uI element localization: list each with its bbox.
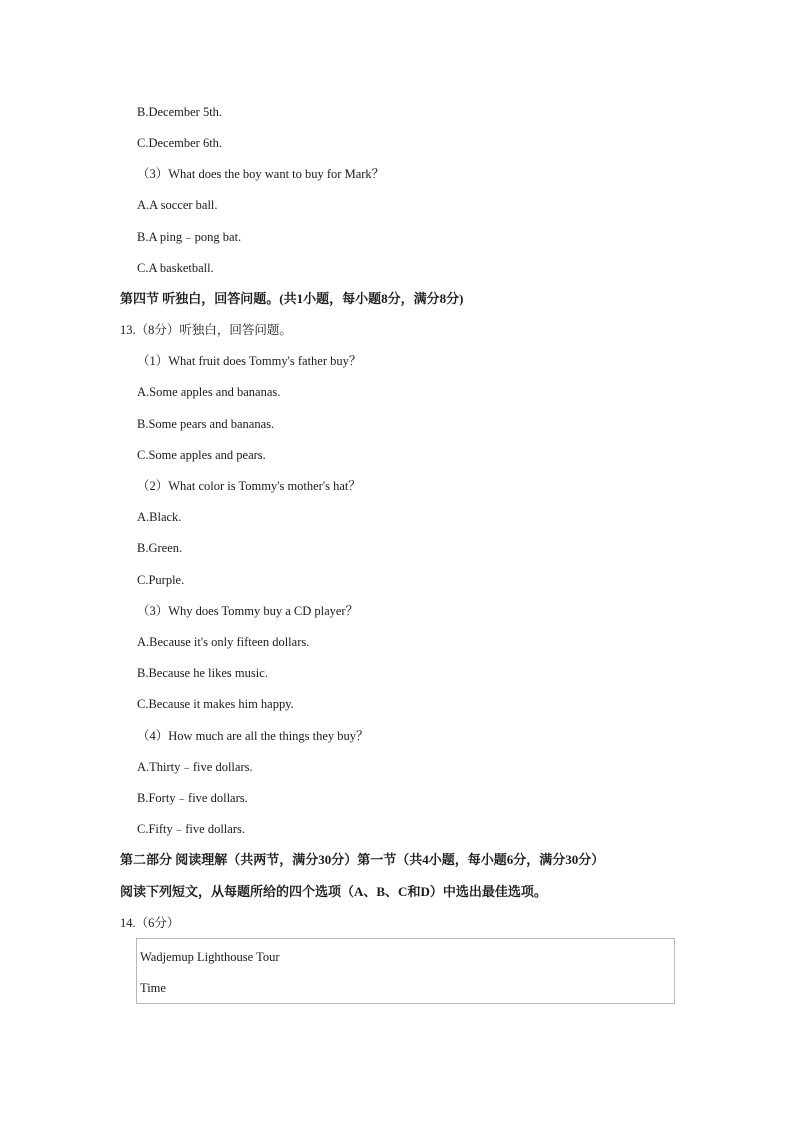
q13-4-option-c: C.Fifty﹣five dollars. bbox=[137, 822, 245, 836]
q13-2-prompt: （2）What color is Tommy's mother's hat？ bbox=[137, 479, 361, 493]
question-14-heading: 14.（6分） bbox=[120, 916, 180, 930]
table-row-time: Time bbox=[140, 981, 166, 995]
table-title: Wadjemup Lighthouse Tour bbox=[140, 950, 280, 964]
section-four-heading: 第四节 听独白，回答问题。(共1小题，每小题8分，满分8分) bbox=[120, 291, 464, 306]
q13-1-prompt: （1）What fruit does Tommy's father buy？ bbox=[137, 354, 362, 368]
q13-1-option-b: B.Some pears and bananas. bbox=[137, 417, 275, 431]
q13-3-option-b: B.Because he likes music. bbox=[137, 666, 268, 680]
q13-4-option-a: A.Thirty﹣five dollars. bbox=[137, 760, 253, 774]
option-c-q3: C.A basketball. bbox=[137, 261, 214, 275]
option-b-q2: B.December 5th. bbox=[137, 105, 223, 119]
question-3-prompt: （3）What does the boy want to buy for Mark？ bbox=[137, 167, 385, 181]
q13-2-option-b: B.Green. bbox=[137, 541, 183, 555]
q13-4-prompt: （4）How much are all the things they buy？ bbox=[137, 729, 369, 743]
q13-1-option-a: A.Some apples and bananas. bbox=[137, 385, 281, 399]
q13-2-option-a: A.Black. bbox=[137, 510, 182, 524]
q13-3-option-c: C.Because it makes him happy. bbox=[137, 697, 294, 711]
q13-2-option-c: C.Purple. bbox=[137, 573, 185, 587]
reading-instructions: 阅读下列短文，从每题所给的四个选项（A、B、C和D）中选出最佳选项。 bbox=[120, 884, 547, 899]
option-a-q3: A.A soccer ball. bbox=[137, 198, 218, 212]
option-b-q3: B.A ping﹣pong bat. bbox=[137, 230, 242, 244]
q13-4-option-b: B.Forty﹣five dollars. bbox=[137, 791, 248, 805]
lighthouse-tour-table bbox=[136, 938, 675, 1004]
q13-3-prompt: （3）Why does Tommy buy a CD player？ bbox=[137, 604, 359, 618]
question-13-heading: 13.（8分）听独白，回答问题。 bbox=[120, 323, 292, 337]
q13-3-option-a: A.Because it's only fifteen dollars. bbox=[137, 635, 310, 649]
q13-1-option-c: C.Some apples and pears. bbox=[137, 448, 266, 462]
option-c-q2: C.December 6th. bbox=[137, 136, 223, 150]
part-two-heading: 第二部分 阅读理解（共两节，满分30分）第一节（共4小题，每小题6分，满分30分） bbox=[120, 852, 605, 867]
